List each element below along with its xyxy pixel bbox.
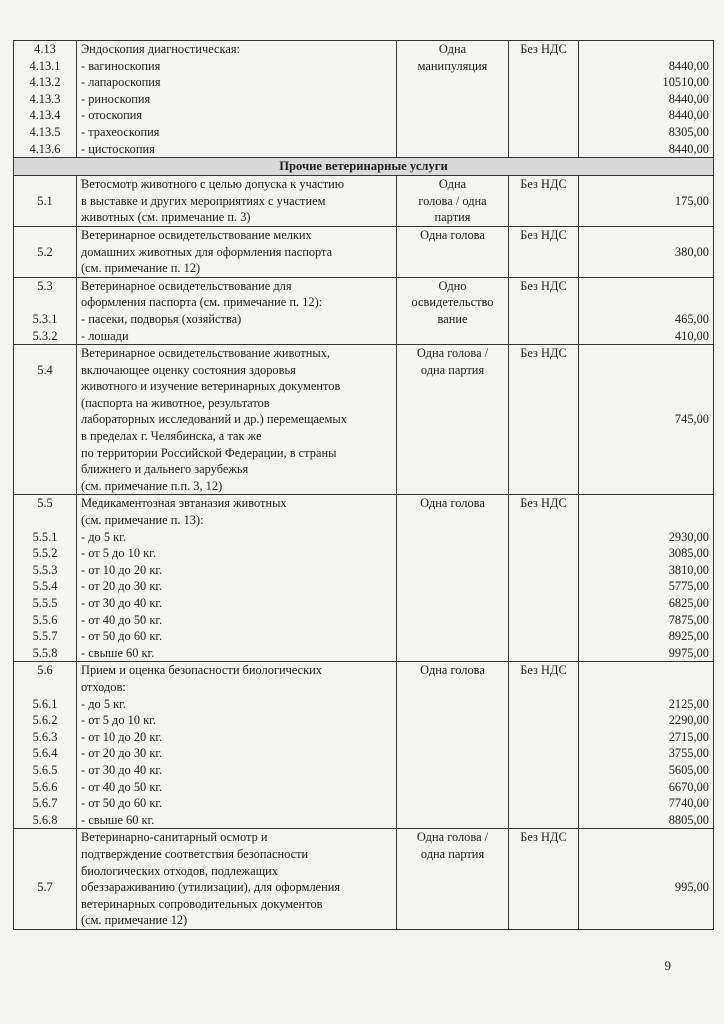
item-number-cell — [14, 662, 77, 829]
service-description-line: - от 50 до 60 кг. — [81, 796, 163, 811]
price-value — [583, 495, 709, 512]
service-description-cell — [77, 176, 397, 227]
section-title: Прочие ветеринарные услуги — [14, 158, 714, 176]
price-value: 10510,00 — [662, 75, 709, 90]
service-description-line: (см. примечание 12) — [81, 913, 188, 928]
item-number: 5.6.6 — [32, 779, 58, 794]
item-number: 5.4 — [37, 362, 53, 377]
item-number: 5.3.2 — [32, 328, 58, 343]
item-number-cell — [14, 345, 77, 495]
price-value — [583, 345, 709, 362]
item-number — [18, 227, 72, 244]
service-description-line: биологических отходов, подлежащих — [81, 863, 278, 878]
price-value — [583, 512, 709, 529]
unit-cell — [397, 226, 509, 277]
item-number: 5.6.5 — [32, 762, 58, 777]
price-cell — [579, 41, 714, 158]
table-row — [14, 226, 714, 277]
service-description-line: Ветеринарное освидетельствование животных, — [81, 346, 331, 361]
price-value: 7875,00 — [668, 612, 709, 627]
service-description-line: животного и изучение ветеринарных документов — [81, 379, 341, 394]
unit-line: Одна голова — [420, 227, 485, 242]
item-number — [18, 679, 72, 696]
service-description-line: по территории Российской Федерации, в страны — [81, 445, 337, 460]
service-description-line: в пределах г. Челябинска, а так же — [81, 429, 262, 444]
unit-cell — [397, 495, 509, 662]
price-cell — [579, 176, 714, 227]
price-value: 2125,00 — [668, 696, 709, 711]
item-number — [18, 829, 72, 846]
service-description-line: - от 50 до 60 кг. — [81, 629, 163, 644]
price-value: 5605,00 — [668, 762, 709, 777]
service-description-line: Прием и оценка безопасности биологических — [81, 663, 322, 678]
service-description-line: (паспорта на животное, результатов — [81, 395, 270, 410]
unit-line: одна партия — [420, 846, 485, 861]
price-cell — [579, 345, 714, 495]
service-description-line: - отоскопия — [81, 108, 143, 123]
price-value: 9975,00 — [668, 645, 709, 660]
price-value — [583, 278, 709, 295]
item-number-cell — [14, 495, 77, 662]
price-value — [583, 227, 709, 244]
item-number: 5.5.1 — [32, 529, 58, 544]
item-number: 5.6 — [37, 663, 53, 678]
service-description-line: - пасеки, подворья (хозяйства) — [81, 311, 242, 326]
service-description-line: лабораторных исследований и др.) перемещаемых — [81, 412, 347, 427]
item-number-cell — [14, 277, 77, 344]
table-row — [14, 345, 714, 495]
service-description-cell — [77, 345, 397, 495]
item-number: 5.5.7 — [32, 629, 58, 644]
service-description-line: - до 5 кг. — [81, 696, 126, 711]
item-number: 5.3 — [37, 278, 53, 293]
service-description-line: отходов: — [81, 679, 126, 694]
item-number: 5.6.7 — [32, 796, 58, 811]
unit-cell — [397, 176, 509, 227]
unit-line: Одна голова — [420, 496, 485, 511]
vat-cell — [509, 495, 579, 662]
item-number: 5.6.3 — [32, 729, 58, 744]
service-description-line: Эндоскопия диагностическая: — [81, 42, 240, 56]
service-description-line: животных (см. примечание п. 3) — [81, 210, 251, 225]
vat-cell — [509, 277, 579, 344]
page-number: 9 — [664, 958, 671, 973]
price-value: 6670,00 — [668, 779, 709, 794]
price-value — [583, 863, 709, 880]
unit-line: Одно — [438, 278, 467, 293]
section-header-row — [14, 158, 714, 176]
service-description-line: - от 30 до 40 кг. — [81, 762, 163, 777]
item-number: 4.13.2 — [29, 75, 61, 90]
item-number: 5.6.8 — [32, 812, 58, 827]
unit-line: освидетельство — [411, 295, 494, 310]
service-description-line: - от 20 до 30 кг. — [81, 746, 163, 761]
service-description-line: - свыше 60 кг. — [81, 645, 155, 660]
item-number — [18, 863, 72, 880]
unit-line: голова / одна — [418, 193, 487, 208]
service-description-line: домашних животных для оформления паспорта — [81, 244, 333, 259]
service-description-line: - от 5 до 10 кг. — [81, 713, 156, 728]
service-description-line: (см. примечание п. 13): — [81, 513, 204, 528]
price-value — [583, 41, 709, 58]
unit-line: Одна — [438, 42, 467, 56]
item-number: 5.5.4 — [32, 579, 58, 594]
service-description-cell — [77, 41, 397, 158]
price-value: 2290,00 — [668, 713, 709, 728]
table-row — [14, 662, 714, 829]
service-description-line: Медикаментозная эвтаназия животных — [81, 496, 287, 511]
price-value — [583, 662, 709, 679]
table-row — [14, 829, 714, 930]
price-cell — [579, 495, 714, 662]
service-description-line: - от 30 до 40 кг. — [81, 596, 163, 610]
price-value: 175,00 — [674, 193, 709, 208]
service-description-line: - лапароскопия — [81, 75, 161, 90]
price-value: 410,00 — [674, 328, 709, 343]
item-number: 5.6.4 — [32, 746, 58, 761]
service-description-line: - от 40 до 50 кг. — [81, 779, 163, 794]
price-value: 8440,00 — [668, 141, 709, 156]
service-description-line: - трахеоскопия — [81, 124, 160, 139]
service-description-line: - от 40 до 50 кг. — [81, 612, 163, 627]
price-value: 995,00 — [674, 880, 709, 895]
item-number-cell — [14, 829, 77, 930]
unit-line: вание — [437, 311, 468, 326]
vat-label: Без НДС — [520, 177, 567, 192]
unit-line: Одна — [438, 177, 467, 192]
unit-line: Одна голова / — [416, 346, 489, 361]
item-number — [18, 345, 72, 362]
vat-cell — [509, 345, 579, 495]
item-number: 4.13.1 — [29, 58, 61, 73]
price-value: 6825,00 — [668, 596, 709, 610]
item-number: 5.7 — [37, 880, 53, 895]
price-value: 380,00 — [674, 244, 709, 259]
vat-label: Без НДС — [520, 830, 567, 845]
item-number: 4.13.5 — [29, 124, 61, 139]
price-list-table — [13, 40, 714, 930]
service-description-line: - лошади — [81, 328, 129, 343]
vat-label: Без НДС — [520, 227, 567, 242]
vat-cell — [509, 662, 579, 829]
vat-cell — [509, 226, 579, 277]
price-value: 8925,00 — [668, 629, 709, 644]
item-number-cell — [14, 176, 77, 227]
item-number-cell — [14, 226, 77, 277]
service-description-line: Ветеринарное освидетельствование мелких — [81, 227, 312, 242]
service-description-line: (см. примечание п.п. 3, 12) — [81, 478, 223, 493]
price-cell — [579, 226, 714, 277]
unit-line: манипуляция — [417, 58, 488, 73]
service-description-line: Ветеринарно-санитарный осмотр и — [81, 830, 268, 845]
price-cell — [579, 829, 714, 930]
price-value — [583, 362, 709, 379]
price-value — [583, 679, 709, 696]
vat-label: Без НДС — [520, 496, 567, 511]
item-number: 5.5.6 — [32, 612, 58, 627]
table-row — [14, 176, 714, 227]
unit-cell — [397, 662, 509, 829]
price-value: 8305,00 — [668, 124, 709, 139]
item-number-cell — [14, 41, 77, 158]
unit-line: одна партия — [420, 362, 485, 377]
service-description-line: - от 20 до 30 кг. — [81, 579, 163, 594]
item-number: 5.5.8 — [32, 645, 58, 660]
service-description-line: обеззараживанию (утилизации), для оформления — [81, 880, 341, 895]
item-number: 4.13.3 — [29, 91, 61, 106]
vat-cell — [509, 176, 579, 227]
service-description-line: - риноскопия — [81, 91, 151, 106]
price-value: 8440,00 — [668, 91, 709, 106]
item-number: 5.5.3 — [32, 562, 58, 577]
price-value: 2715,00 — [668, 729, 709, 744]
service-description-line: - вагиноскопия — [81, 58, 161, 73]
item-number — [18, 294, 72, 311]
service-description-cell — [77, 829, 397, 930]
service-description-line: ближнего и дальнего зарубежья — [81, 462, 249, 477]
table-row — [14, 277, 714, 344]
unit-line: Одна голова — [420, 663, 485, 678]
vat-cell — [509, 829, 579, 930]
item-number: 5.3.1 — [32, 311, 58, 326]
price-value: 8440,00 — [668, 108, 709, 123]
price-cell — [579, 277, 714, 344]
price-value — [583, 378, 709, 395]
price-value: 3810,00 — [668, 562, 709, 577]
unit-cell — [397, 41, 509, 158]
item-number — [18, 512, 72, 529]
unit-cell — [397, 277, 509, 344]
item-number — [18, 846, 72, 863]
price-value: 8805,00 — [668, 812, 709, 827]
price-value — [583, 294, 709, 311]
price-value: 3085,00 — [668, 546, 709, 561]
vat-label: Без НДС — [520, 663, 567, 678]
price-value: 745,00 — [674, 412, 709, 427]
service-description-line: включающее оценку состояния здоровья — [81, 362, 296, 377]
service-description-cell — [77, 277, 397, 344]
service-description-line: оформления паспорта (см. примечание п. 12): — [81, 295, 323, 310]
unit-line: партия — [434, 210, 471, 225]
vat-label: Без НДС — [520, 346, 567, 361]
service-description-cell — [77, 662, 397, 829]
price-value — [583, 395, 709, 412]
service-description-line: Ветосмотр животного с целью допуска к участию — [81, 177, 345, 192]
price-value — [583, 176, 709, 193]
item-number: 4.13 — [34, 42, 56, 56]
service-description-line: подтверждение соответствия безопасности — [81, 846, 309, 861]
price-value: 3755,00 — [668, 746, 709, 761]
price-value: 8440,00 — [668, 58, 709, 73]
service-description-line: - цистоскопия — [81, 141, 155, 156]
table-row — [14, 41, 714, 158]
service-description-line: - до 5 кг. — [81, 529, 126, 544]
price-value: 7740,00 — [668, 796, 709, 811]
service-description-line: в выставке и других мероприятиях с участием — [81, 193, 326, 208]
item-number: 5.5.2 — [32, 546, 58, 561]
item-number: 5.2 — [37, 244, 53, 259]
unit-cell — [397, 345, 509, 495]
service-description-cell — [77, 495, 397, 662]
service-description-line: - от 10 до 20 кг. — [81, 562, 163, 577]
service-description-line: (см. примечание п. 12) — [81, 261, 201, 276]
price-value: 465,00 — [674, 311, 709, 326]
item-number: 5.5 — [37, 496, 53, 511]
item-number: 5.6.2 — [32, 713, 58, 728]
table-row — [14, 495, 714, 662]
vat-label: Без НДС — [520, 42, 567, 56]
service-description-line: - от 10 до 20 кг. — [81, 729, 163, 744]
unit-line: Одна голова / — [416, 830, 489, 845]
item-number: 4.13.4 — [29, 108, 61, 123]
vat-label: Без НДС — [520, 278, 567, 293]
price-value: 5775,00 — [668, 579, 709, 594]
price-value — [583, 829, 709, 846]
service-description-line: Ветеринарное освидетельствование для — [81, 278, 292, 293]
item-number: 5.1 — [37, 193, 53, 208]
item-number: 4.13.6 — [29, 141, 61, 156]
item-number: 5.5.5 — [32, 596, 58, 610]
vat-cell — [509, 41, 579, 158]
item-number — [18, 176, 72, 193]
service-description-cell — [77, 226, 397, 277]
price-value — [583, 846, 709, 863]
price-cell — [579, 662, 714, 829]
price-value: 2930,00 — [668, 529, 709, 544]
service-description-line: - свыше 60 кг. — [81, 812, 155, 827]
item-number: 5.6.1 — [32, 696, 58, 711]
unit-cell — [397, 829, 509, 930]
service-description-line: ветеринарных сопроводительных документов — [81, 896, 323, 911]
service-description-line: - от 5 до 10 кг. — [81, 546, 156, 561]
